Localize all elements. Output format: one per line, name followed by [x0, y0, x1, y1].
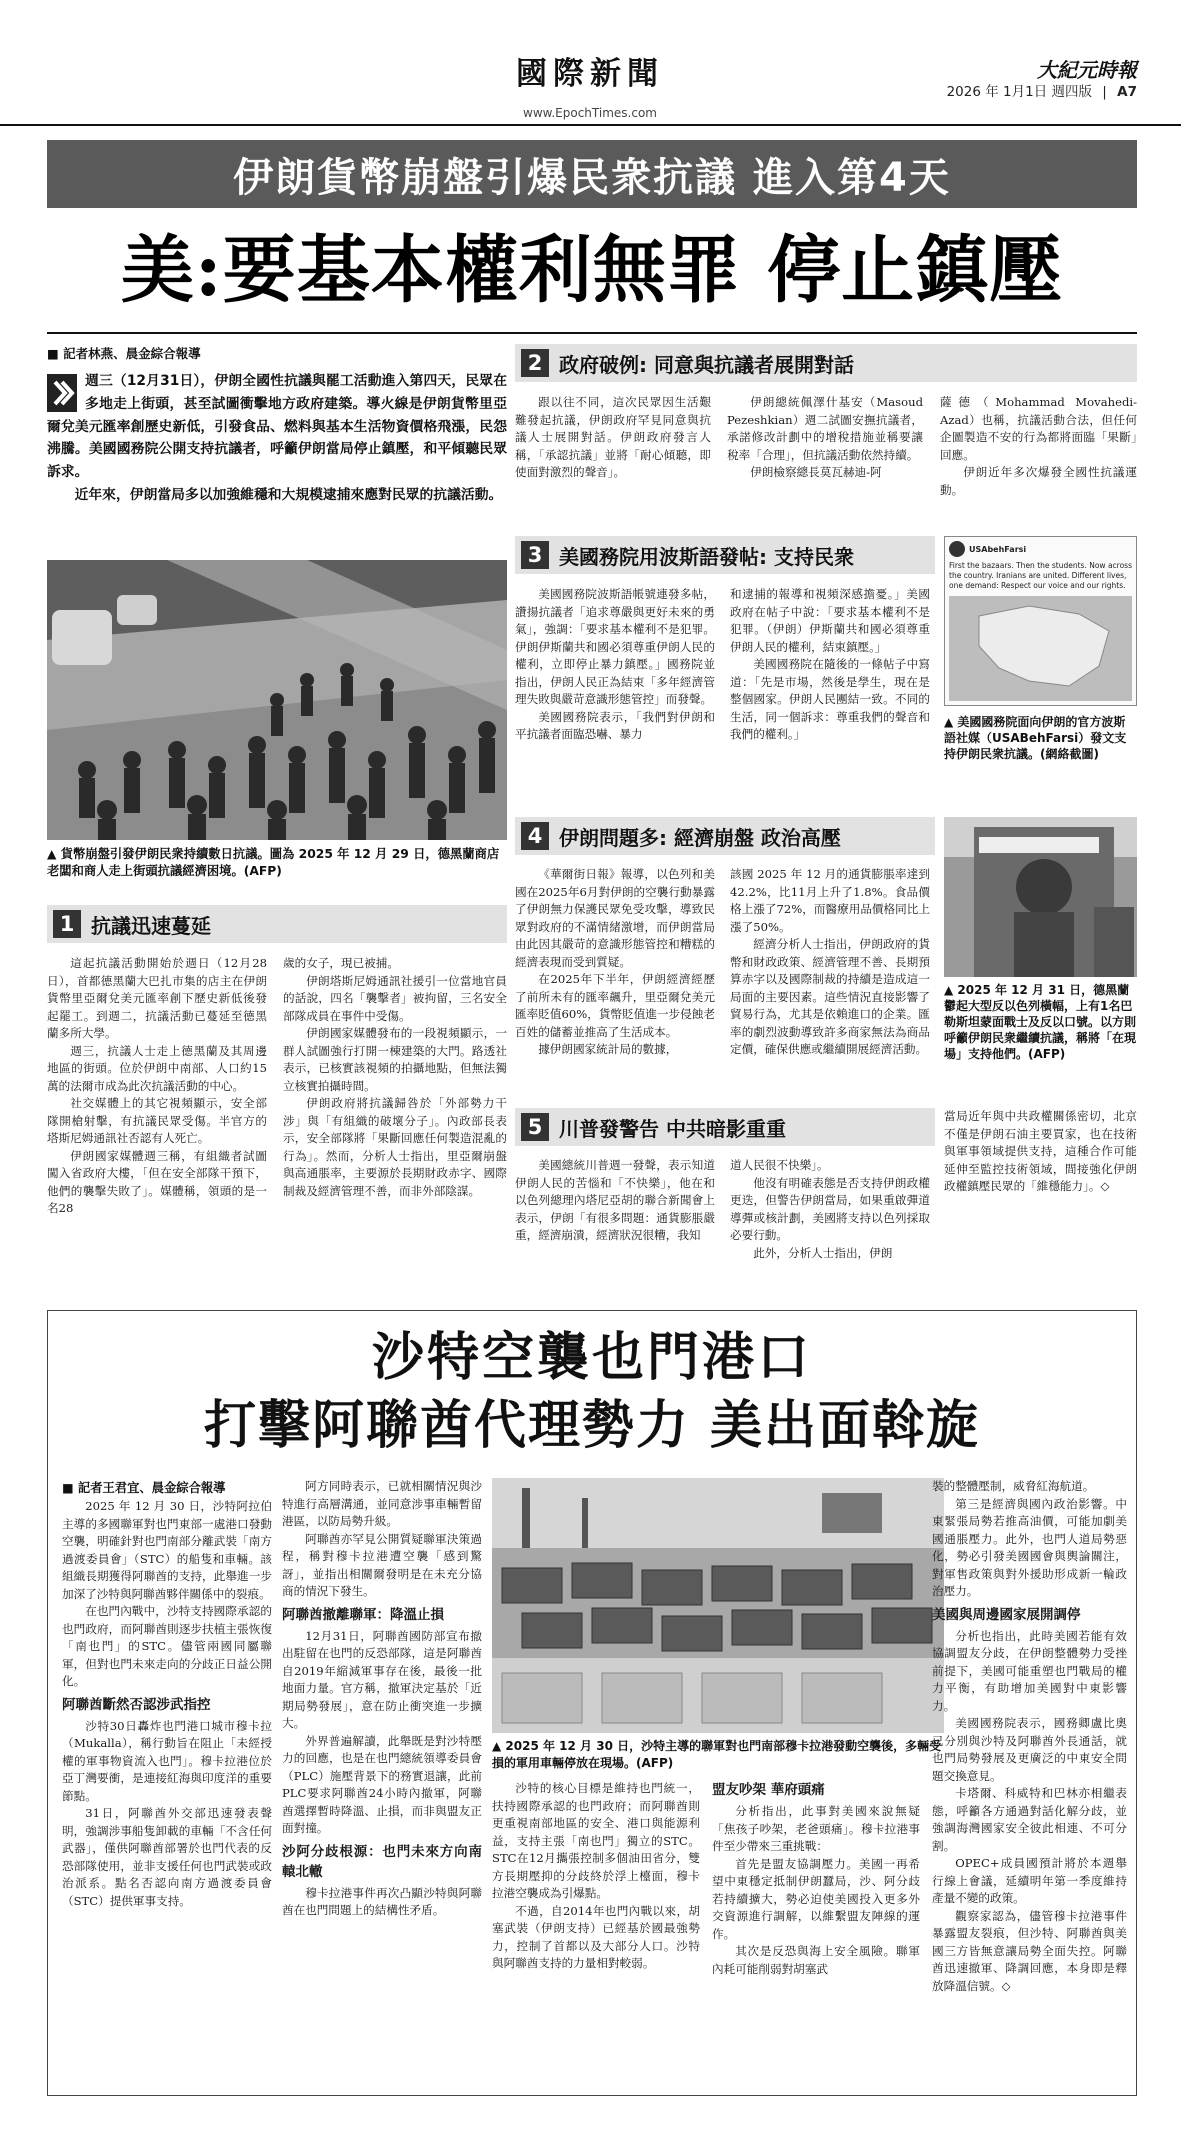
- section-4-col-2: [730, 866, 930, 1104]
- protest-photo-caption: ▲ 貨幣崩盤引發伊朗民衆持續數日抗議。圖為 2025 年 12 月 29 日，德黑蘭商店老闆和商人走上街頭抗議經濟困境。(AFP): [47, 847, 500, 878]
- section-2-col-1: [515, 394, 711, 524]
- paragraph: 首先是盟友協調壓力。美國一再希望中東穩定抵制伊朗蠶局，沙、阿分歧若持續擴大，勢必迫使美國投入更多外交資源進行調解，以維繫盟友陣線的運作。: [712, 1856, 920, 1941]
- tweet-screenshot: [944, 536, 1137, 706]
- story2-col-3: [492, 1780, 700, 2088]
- website: www.EpochTimes.com: [523, 106, 657, 120]
- subheading: 盟友吵架 華府頭痛: [712, 1782, 825, 1798]
- account-avatar: [949, 541, 965, 557]
- paragraph: 美國國務院表示，國務卿盧比奧已分別與沙特及阿聯酋外長通話，就也門局勢發展及更廣泛的中東安全問題交換意見。: [932, 1716, 1127, 1783]
- lede-text: 週三（12月31日），伊朗全國性抗議與罷工活動進入第四天，民眾在多地走上街頭，甚至試圖衝擊地方政府建築。導火線是伊朗貨幣里亞爾兌美元匯率創歷史新低，引發食品、燃料與基本生活物資價格飛漲，民怨沸騰。美國國務院公開支持抗議者，呼籲伊朗當局停止鎮壓，和平傾聽民眾訴求。: [47, 373, 507, 481]
- header-rule: [0, 124, 1181, 126]
- section-5-col-3: [944, 1108, 1137, 1296]
- paragraph: 美國國務院表示，「我們對伊朗和平抗議者面臨恐嚇、暴力: [515, 709, 715, 741]
- section-5-title: 川普發警告 中共暗影重重: [559, 1116, 786, 1141]
- subheading: 阿聯酋撤離聯軍：降溫止損: [282, 1606, 444, 1623]
- paragraph: 31日，阿聯酋外交部迅速發表聲明，強調涉事船隻卸載的車輛「不含任何武器」，僅供阿聯酋部署於也門代表的反恐部隊使用，並非支援任何也門武裝或政治派系。點名否認向南方過渡委員會（STC）提供軍事支持。: [62, 1806, 272, 1908]
- story2-headline-1: 沙特空襲也門港口: [371, 1328, 812, 1388]
- paragraph: 第三是經濟與國內政治影響。中東緊張局勢若推高油價，可能加劇美國通脹壓力。此外，也門人道局勢惡化，勢必引發美國國會與輿論關注，對軍售政策與對外援助形成新一輪政治壓力。: [932, 1496, 1127, 1598]
- paragraph: 伊朗塔斯尼姆通訊社援引一位當地官員的話說，四名「襲擊者」被拘留，三名安全部隊成員在事件中受傷。: [283, 973, 507, 1023]
- paragraph: 沙特的核心目標是維持也門統一，扶持國際承認的也門政府；而阿聯酋則更重視南部地區的安全、港口與能源利益，支持主張「南也門」獨立的STC。STC在12月攜張控制多個油田省分，雙方長期壓抑的分歧終於浮上檯面，穆卡拉港空襲成為引爆點。: [492, 1781, 700, 1900]
- subheading: 沙阿分歧根源：也門未來方向南轅北轍: [282, 1843, 482, 1880]
- paragraph: 《華爾街日報》報導，以色列和美國在2025年6月對伊朗的空襲行動暴露了伊朗無力保護民眾免受攻擊，導致民眾對政府的不滿情緒激增，而伊朗當局由此因其嚴苛的意識形態管控和糟糕的經濟表現而受到質疑。: [515, 867, 715, 969]
- section-2-number: 2: [521, 349, 549, 377]
- paragraph: 伊朗國家媒體週三稱，有組織者試圖闖入省政府大樓，「但在安全部隊干預下，他們的襲擊失敗了」。媒體稱，領頭的是一名28: [47, 1148, 267, 1215]
- section-3-title: 美國務院用波斯語發帖: 支持民衆: [559, 544, 854, 569]
- section-5-number: 5: [521, 1113, 549, 1141]
- paragraph: 該國 2025 年 12 月的通貨膨脹率達到42.2%，比11月上升了1.8%。食品價格上漲了72%，而醫療用品價格同比上漲了50%。: [730, 867, 930, 934]
- tweet-caption: ▲ 美國國務院面向伊朗的官方波斯語社媒（USABehFarsi）發文支持伊朗民衆抗議。(網絡截圖): [944, 715, 1127, 761]
- paragraph: 分析指出，此事對美國來說無疑「焦孩子吵架，老爸頭痛」。穆卡拉港事件至少帶來三重挑戰：: [712, 1804, 920, 1853]
- section-5-header: [515, 1108, 935, 1146]
- paragraph: 道人民很不快樂」。: [730, 1158, 829, 1172]
- paragraph: 其次是反恐與海上安全風險。聯軍內耗可能削弱對胡塞武: [712, 1944, 920, 1976]
- story2-col-4: [712, 1780, 920, 2088]
- port-strike-caption: ▲ 2025 年 12 月 30 日，沙特主導的聯軍對也門南部穆卡拉港發動空襲後，多輛受損的軍用車輛停放在現場。(AFP): [492, 1739, 942, 1770]
- paragraph: 12月31日，阿聯酋國防部宣布撤出駐留在也門的反恐部隊，這是阿聯酋自2019年縮減軍事存在後，最後一批地面力量。官方稱，撤軍決定基於「近期局勢發展」，意在防止衝突進一步擴大。: [282, 1628, 482, 1730]
- section-1-col-1: [47, 955, 267, 1295]
- divider-bar: |: [1102, 84, 1107, 100]
- paragraph: 他沒有明確表態是否支持伊朗政權更迭，但警告伊朗當局，如果重啟彈道導彈或核計劃，美國將支持以色列採取必要行動。: [730, 1175, 930, 1242]
- section-3-number: 3: [521, 541, 549, 569]
- paragraph: 2025 年 12 月 30 日，沙特阿拉伯主導的多國聯軍對也門東部一處港口發動空襲，明確針對也門南部分離武裝「南方過渡委員會」（STC）的船隻和車輛。該組織長期獲得阿聯酋的支持，此舉進一步加深了沙特與阿聯酋夥伴關係中的裂痕。: [62, 1499, 272, 1601]
- paragraph: 跟以往不同，這次民眾因生活艱難發起抗議，伊朗政府罕見同意與抗議人士展開對話。伊朗政府發言人稱，「承認抗議」並將「耐心傾聽，即使面對激烈的聲音」。: [515, 395, 711, 479]
- story2-headline-2: 打擊阿聯酋代理勢力 美出面斡旋: [203, 1396, 981, 1456]
- paragraph: 據伊朗國家統計局的數據，: [538, 1042, 678, 1056]
- paragraph: 伊朗國家媒體發布的一段視頻顯示，一群人試圖強行打開一棟建築的大門。路透社表示，已核實該視頻的拍攝地點，但無法獨立核實拍攝時間。: [283, 1026, 507, 1093]
- paragraph: 經濟分析人士指出，伊朗政府的貨幣和財政政策、經濟管理不善、長期預算赤字以及國際制裁的持續是造成這一局面的主要因素。這些情況直接影響了貿易行為，尤其是依賴進口的企業。匯率的劇烈波動導致許多商家無法為商品定價，確保供應或繼續開展經濟活動。: [730, 937, 930, 1056]
- section-1-col-2: [283, 955, 507, 1295]
- iran-map-image: [949, 596, 1132, 701]
- section-1-number: 1: [53, 910, 81, 938]
- tweet-text: First the bazaars. Then the students. Now across the country. Iranians are united. Different lives, one demand: Respect our voice and our rights.: [949, 561, 1132, 590]
- paragraph: 在2025年下半年，伊朗經濟經歷了前所未有的匯率飆升，里亞爾兌美元匯率貶值60%，貨幣貶值進一步侵蝕老百姓的儲蓄並推高了生活成本。: [515, 972, 715, 1039]
- section-3-col-2: [730, 586, 930, 812]
- section-2-col-3: [940, 394, 1137, 524]
- paragraph: 社交媒體上的其它視頻顯示，安全部隊開槍射擊，有抗議民眾受傷。半官方的塔斯尼姆通訊社否認有人死亡。: [47, 1096, 267, 1145]
- paragraph: 裝的整體壓制，威脅紅海航道。: [932, 1479, 1095, 1493]
- paragraph: 美國國務院波斯語帳號連發多帖，讚揚抗議者「追求尊嚴與更好未來的勇氣」，強調：「要求基本權利不是犯罪。伊朗伊斯蘭共和國必須尊重伊朗人民的權利，立即停止暴力鎮壓。」國務院並指出，伊朗人民正為結束「多年經濟管理失敗與嚴苛意識形態管控」而發聲。: [515, 587, 715, 706]
- story2-col-2: [282, 1478, 482, 2088]
- paragraph: 阿方同時表示，已就相關情況與沙特進行高層溝通，並同意涉事車輛暫留港區，以防局勢升級。: [282, 1479, 482, 1528]
- mural-photo-caption: ▲ 2025 年 12 月 31 日，德黑蘭鬱起大型反以色列橫幅，上有1名巴勒斯坦蒙面戰士及反以口號。以方則呼籲伊朗民衆繼續抗議，稱將「在現場」支持他們。(AFP): [944, 983, 1137, 1061]
- paragraph: 歲的女子，現已被捕。: [283, 956, 399, 970]
- headline-rule: [47, 332, 1137, 334]
- page-number: A7: [1117, 84, 1137, 100]
- port-strike-photo: [492, 1478, 944, 1733]
- section-5-col-2: [730, 1157, 930, 1295]
- section-2-col-2: [727, 394, 923, 524]
- paragraph: 伊朗檢察總長莫瓦赫迪-阿: [750, 465, 882, 479]
- paragraph: 這起抗議活動開始於週日（12月28日），首都德黑蘭大巴扎市集的店主在伊朗貨幣里亞爾兌美元匯率創下歷史新低後發起罷工。到週二，抗議活動已蔓延至德黑蘭多所大學。: [47, 956, 267, 1040]
- section-4-header: [515, 817, 935, 855]
- section-4-number: 4: [521, 822, 549, 850]
- story2-col-5: [932, 1478, 1127, 2088]
- section-1-title: 抗議迅速蔓延: [91, 913, 211, 938]
- lede-chevron-icon: [47, 374, 77, 412]
- paragraph: 伊朗總統佩澤什基安（Masoud Pezeshkian）週二試圖安撫抗議者，承諾修改計劃中的增稅措施並稱要讓稅率「合理」，但抗議活動依然持續。: [727, 395, 923, 462]
- mural-photo: [944, 817, 1137, 977]
- section-4-col-1: [515, 866, 715, 1104]
- paragraph: 不過，自2014年也門內戰以來，胡塞武裝（伊朗支持）已經基於國最強勢力，控制了首都以及大部分人口。沙特與阿聯酋支持的力量相對較弱。: [492, 1903, 700, 1970]
- story2-col-1: [62, 1498, 272, 2088]
- paragraph: 伊朗近年多次爆發全國性抗議運動。: [940, 465, 1137, 497]
- subheading: 美國與周邊國家展開調停: [932, 1606, 1081, 1623]
- story1-byline: ■ 記者林燕、晨金綜合報導: [47, 346, 201, 361]
- story1-kicker-banner: [47, 140, 1137, 208]
- paragraph: 分析也指出，此時美國若能有效協調盟友分歧，在伊朗整體勢力受挫前提下，美國可能重塑也門戰局的權力平衡，有助增加美國對中東影響力。: [932, 1628, 1127, 1713]
- section-2-header: [515, 344, 1137, 382]
- paragraph: 當局近年與中共政權關係密切，北京不僅是伊朗石油主要買家，也在技術與軍事領域提供支持，這種合作可能延伸至監控技術領域，間接強化伊朗政權鎮壓民眾的「維穩能力」。◇: [944, 1109, 1137, 1193]
- story1-headline: 美:要基本權利無罪 停止鎮壓: [120, 227, 1064, 313]
- paragraph: 週三，抗議人士走上德黑蘭及其周邊地區的街頭。位於伊朗中南部、人口約15萬的法爾市成為此次抗議活動的中心。: [47, 1043, 267, 1093]
- paragraph: 美國總統川普週一發聲，表示知道伊朗人民的苦惱和「不快樂」，他在和以色列總理內塔尼亞胡的聯合新聞會上表示，伊朗「有很多問題：通貨膨脹嚴重，經濟崩潰，經濟狀況很糟，我知: [515, 1158, 715, 1242]
- section-title: 國際新聞: [516, 56, 664, 92]
- section-2-title: 政府破例: 同意與抗議者展開對話: [559, 352, 854, 377]
- paragraph: 觀察家認為，儘管穆卡拉港事件暴露盟友裂痕，但沙特、阿聯酋與美國三方皆無意讓局勢全面失控。阿聯酋迅速撤軍、降調回應，本身即是釋放降溫信號。◇: [932, 1908, 1127, 1993]
- section-4-title: 伊朗問題多: 經濟崩盤 政治高壓: [559, 825, 841, 850]
- section-5-col-1: [515, 1157, 715, 1295]
- story1-lede: [47, 370, 507, 507]
- section-3-col-1: [515, 586, 715, 812]
- protest-photo: [47, 560, 507, 840]
- tweet-account: USAbehFarsi: [969, 544, 1027, 554]
- paragraph: 沙特30日轟炸也門港口城市穆卡拉（Mukalla），稱行動旨在阻止「未經授權的軍事物資流入也門」。穆卡拉港位於亞丁灣要衝，是連接紅海與印度洋的重要節點。: [62, 1718, 272, 1803]
- story2-byline: ■ 記者王君宜、晨金綜合報導: [62, 1481, 226, 1495]
- section-1-header: [47, 905, 507, 943]
- dateline: [880, 80, 1137, 100]
- paragraph: 在也門內戰中，沙特支持國際承認的也門政府，而阿聯酋則逐步扶植主張恢復「南也門」的STC。儘管兩國同屬聯軍，但對也門未來走向的分歧正日益公開化。: [62, 1604, 272, 1688]
- paragraph: 卡塔爾、科威特和巴林亦相繼表態，呼籲各方通過對話化解分歧，並強調海灣國家安全彼此相連、不可分割。: [932, 1786, 1127, 1853]
- paragraph: 穆卡拉港事件再次凸顯沙特與阿聯酋在也門問題上的結構性矛盾。: [282, 1885, 482, 1917]
- lede-text-2: 近年來，伊朗當局多以加強維穩和大規模逮捕來應對民眾的抗議活動。: [74, 486, 503, 503]
- paragraph: 外界普遍解讀，此舉既是對沙特壓力的回應，也是在也門總統領導委員會（PLC）施壓背景下的務實退讓，此前PLC要求阿聯酋24小時內撤軍，阿聯酋選擇暫時降溫、止損，而非與盟友正面對撞。: [282, 1733, 482, 1835]
- paragraph: OPEC+成員國預計將於本週舉行線上會議，延續明年第一季度維持產量不變的政策。: [932, 1856, 1127, 1905]
- section-3-header: [515, 536, 935, 574]
- paragraph: 此外，分析人士指出，伊朗: [753, 1245, 893, 1260]
- paragraph: 和逮捕的報導和視頻深感擔憂。」美國政府在帖子中說：「要求基本權利不是犯罪。（伊朗）伊斯蘭共和國必須尊重伊朗人民的權利，結束鎮壓。」: [730, 587, 930, 654]
- subheading: 阿聯酋斷然否認涉武指控: [62, 1696, 211, 1713]
- paragraph: 阿聯酋亦罕見公開質疑聯軍決策過程，稱對穆卡拉港遭空襲「感到驚訝」，並指出相關爾發明是在未充分協商的情況下發生。: [282, 1531, 482, 1598]
- story1-kicker: 伊朗貨幣崩盤引爆民衆抗議 進入第4天: [233, 154, 951, 201]
- date-text: 2026 年 1月1日 週四版: [946, 84, 1092, 100]
- paragraph: 美國國務院在隨後的一條帖子中寫道：「先是市場，然後是學生，現在是整個國家。伊朗人民團結一致。不同的生活，同一個訴求：尊重我們的聲音和我們的權利。」: [730, 657, 930, 741]
- paragraph: 伊朗政府將抗議歸咎於「外部勢力干涉」與「有組織的破壞分子」。內政部長表示，安全部隊將「果斷回應任何製造混亂的行為」。然而，分析人士指出，里亞爾崩盤與高通脹率，主要源於長期財政赤字、國際制裁及經濟管理不善，而非外部陰謀。: [283, 1096, 507, 1198]
- paragraph: 薩德（Mohammad Movahedi-Azad）也稱，抗議活動合法，但任何企圖製造不安的行為都將面臨「果斷」回應。: [940, 395, 1137, 462]
- newspaper-logo: 大紀元時報: [1037, 58, 1137, 82]
